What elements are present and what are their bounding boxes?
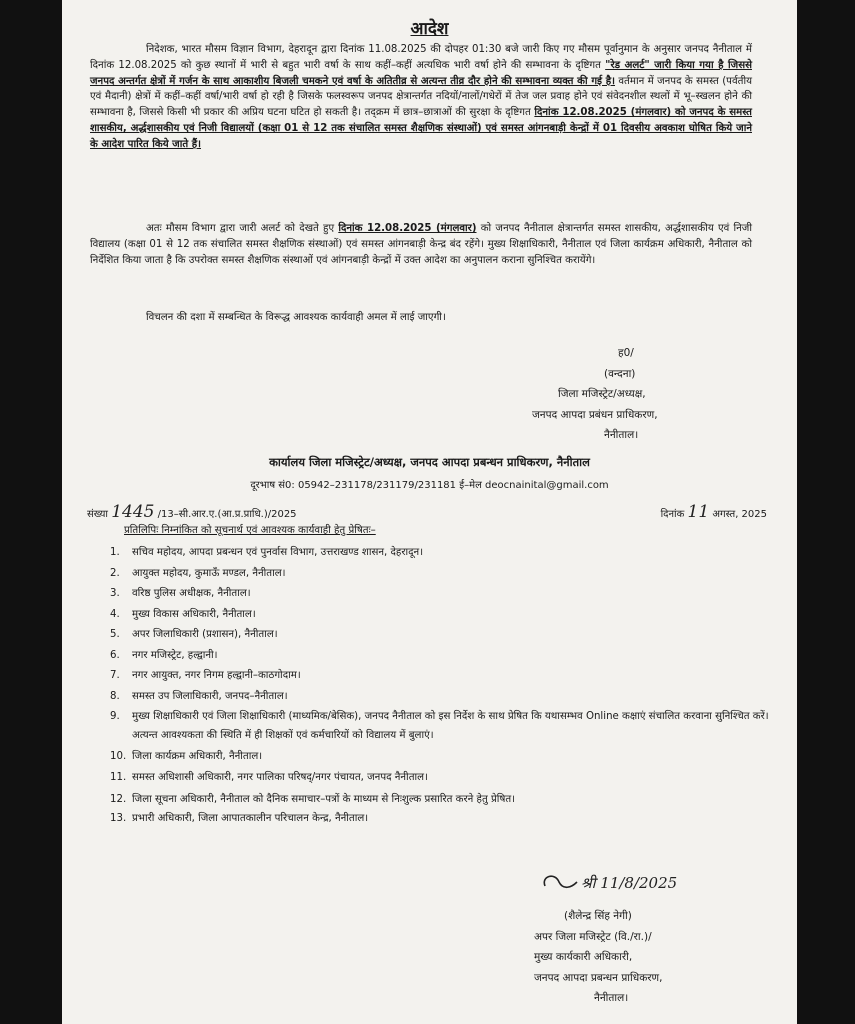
distribution-item-text: जिला कार्यक्रम अधिकारी, नैनीताल। (132, 751, 263, 762)
contact-line: दूरभाष सं0: 05942–231178/231179/231181 ई–मेल deocnainital@gmail.com (250, 480, 609, 491)
distribution-item-text: प्रभारी अधिकारी, जिला आपातकालीन परिचालन केन्द्र, नैनीताल। (132, 813, 369, 824)
distribution-item-number: 2. (110, 567, 120, 579)
distribution-item (110, 747, 774, 768)
distribution-list (110, 543, 774, 830)
distribution-item-text: आयुक्त महोदय, कुमाऊँ मण्डल, नैनीताल। (132, 567, 286, 579)
reference-number: 1445 (111, 502, 155, 522)
holiday-order-text: दिनांक 12.08.2025 (मंगलवार) को जनपद के समस्त शासकीय, अर्द्धशासकीय एवं निजी विद्यालयों (कक्षा 01 से 12 तक संचालित समस्त शैक्षणिक संस्थाओं) एवं समस्त आंगनबाड़ी केन्द्रों में 01 दिवसीय अवकाश घोषित किये जाने के आदेश पारित किये जाते हैं। (90, 107, 752, 150)
distribution-item-text: मुख्य शिक्षाधिकारी एवं जिला शिक्षाधिकारी (माध्यमिक/बेसिक), जनपद नैनीताल को इस निर्देश के साथ प्रेषित कि यथासम्भव Online कक्षाएं संचालित करवाना सुनिश्चित करें। अत्यन्त आवश्यकता की स्थिति में ही शिक्षकों एवं कर्मचारियों को विद्यालय में बुलाएं। (132, 711, 769, 741)
order-paragraph-3: विचलन की दशा में सम्बन्धित के विरूद्ध आवश्यक कार्यवाही अमल में लाई जाएगी। (146, 312, 446, 323)
distribution-item-text: अपर जिलाधिकारी (प्रशासन), नैनीताल। (132, 629, 278, 640)
distribution-item-number: 9. (110, 711, 120, 722)
distribution-item-text: जिला सूचना अधिकारी, नैनीताल को दैनिक समाचार–पत्रों के माध्यम से निःशुल्क प्रसारित करने हेतु प्रेषित। (132, 794, 515, 805)
handwritten-signature (537, 868, 737, 898)
distribution-item (110, 666, 774, 687)
distribution-item-text: नगर मजिस्ट्रेट, हल्द्वानी। (132, 649, 218, 661)
distribution-item-number: 11. (110, 771, 127, 783)
distribution-item-number: 12. (110, 794, 127, 805)
distribution-item-number: 3. (110, 588, 120, 599)
office-header: कार्यालय जिला मजिस्ट्रेट/अध्यक्ष, जनपद आपदा प्रबन्धन प्राधिकरण, नैनीताल (269, 455, 590, 469)
distribution-item-number: 13. (110, 813, 127, 824)
distribution-item-number: 7. (110, 670, 120, 681)
distribution-item-number: 8. (110, 690, 120, 702)
distribution-item (110, 790, 774, 809)
copy-to-line: प्रतिलिपिः निम्नांकित को सूचनार्थ एवं आवश्यक कार्यवाही हेतु प्रेषितः– (124, 525, 376, 536)
distribution-item (110, 564, 774, 585)
distribution-item-text: समस्त अधिशासी अधिकारी, नगर पालिका परिषद्/नगर पंचायत, जनपद नैनीताल। (132, 771, 428, 783)
distribution-item-number: 6. (110, 649, 120, 661)
distribution-item-number: 4. (110, 608, 120, 620)
signature-block-dm: ह0/ (वन्दना) जिला मजिस्ट्रेट/अध्यक्ष, जनपद आपदा प्रबंधन प्राधिकरण, नैनीताल। (532, 347, 658, 441)
signature-block-adm: (शैलेन्द्र सिंह नेगी) अपर जिला मजिस्ट्रेट (वि./रा.)/ मुख्य कार्यकारी अधिकारी, जनपद आपदा प्रबन्धन प्राधिकरण, नैनीताल। (534, 910, 663, 1004)
distribution-item (110, 625, 774, 646)
red-alert-text: "रेड अलर्ट" जारी किया गया है जिससे जनपद अन्तर्गत क्षेत्रों में गर्जन के साथ आकाशीय बिजली चमकने एवं वर्षा के अतितीव्र से अत्यन्त तीव्र दौर होने की सम्भावना व्यक्त की गई है। (90, 59, 752, 87)
reference-date: दिनांक 11 अगस्त, 2025 (660, 502, 767, 522)
signature-text: श्री 11/8/2025 (581, 874, 678, 892)
distribution-item (110, 707, 774, 745)
document-page (62, 0, 797, 1024)
distribution-item (110, 605, 774, 626)
distribution-item (110, 687, 774, 708)
document-title: आदेश (410, 19, 449, 39)
distribution-item (110, 584, 774, 605)
order-paragraph-2: अतः मौसम विभाग द्वारा जारी अलर्ट को देखते हुए दिनांक 12.08.2025 (मंगलवार) को जनपद नैनीताल क्षेत्रान्तर्गत समस्त शासकीय, अर्द्धशासकीय एवं निजी विद्यालय (कक्षा 01 से 12 तक संचालित समस्त शैक्षणिक संस्थाओं) एवं समस्त आंगनबाड़ी केन्द्र बंद रहेंगे। मुख्य शिक्षाधिकारी, नैनीताल एवं जिला कार्यक्रम अधिकारी, नैनीताल को निर्देशित किया जाता है कि उपरोक्त समस्त शैक्षणिक संस्थाओं एवं आंगनबाड़ी केन्द्रों में उक्त आदेश का अनुपालन कराना सुनिश्चित करायेंगे। (90, 223, 752, 266)
distribution-item-number: 1. (110, 547, 120, 558)
distribution-item-text: वरिष्ठ पुलिस अधीक्षक, नैनीताल। (132, 588, 251, 599)
distribution-item (110, 646, 774, 667)
distribution-item-number: 10. (110, 751, 127, 762)
distribution-item-number: 5. (110, 629, 120, 640)
closure-date-text: दिनांक 12.08.2025 (मंगलवार) (338, 223, 477, 234)
distribution-item-text: सचिव महोदय, आपदा प्रबन्धन एवं पुनर्वास विभाग, उत्तराखण्ड शासन, देहरादून। (132, 547, 424, 558)
distribution-item-text: समस्त उप जिलाधिकारी, जनपद–नैनीताल। (132, 690, 288, 702)
distribution-item-text: नगर आयुक्त, नगर निगम हल्द्वानी–काठगोदाम। (132, 670, 301, 681)
distribution-item-text: मुख्य विकास अधिकारी, नैनीताल। (132, 608, 256, 620)
reference-line: संख्या 1445 /13–सी.आर.ए.(आ.प्र.प्राधि.)/2025 दिनांक 11 अगस्त, 2025 (87, 502, 767, 522)
distribution-item (110, 768, 774, 789)
distribution-item (110, 809, 774, 830)
distribution-item (110, 543, 774, 564)
signature-stroke (544, 876, 577, 887)
order-paragraph-1: निदेशक, भारत मौसम विज्ञान विभाग, देहरादून द्वारा दिनांक 11.08.2025 की दोपहर 01:30 बजे जारी किए गए मौसम पूर्वानुमान के अनुसार जनपद नैनीताल में दिनांक 12.08.2025 को कुछ स्थानों में भारी से बहुत भारी वर्षा के साथ कहीं–कहीं अत्यधिक भारी वर्षा होने की सम्भावना के दृष्टिगत "रेड अलर्ट" जारी किया गया है जिससे जनपद अन्तर्गत क्षेत्रों में गर्जन के साथ आकाशीय बिजली चमकने एवं वर्षा के अतितीव्र से अत्यन्त तीव्र दौर होने की सम्भावना व्यक्त की गई है। वर्तमान में जनपद के समस्त (पर्वतीय एवं मैदानी) क्षेत्रों में कहीं–कहीं वर्षा/भारी वर्षा हो रही है जिसके फलस्वरूप जनपद क्षेत्रान्तर्गत नदियों/नालों/गधेरों में तेज जल प्रवाह होने एवं संवेदनशील स्थलों में भू–स्खलन होने की सम्भावना है, जिससे किसी भी प्रकार की अप्रिय घटना घटित हो सकती है। तद्क्रम में छात्र–छात्राओं की सुरक्षा के दृष्टिगत दिनांक 12.08.2025 (मंगलवार) को जनपद के समस्त शासकीय, अर्द्धशासकीय एवं निजी विद्यालयों (कक्षा 01 से 12 तक संचालित समस्त शैक्षणिक संस्थाओं) एवं समस्त आंगनबाड़ी केन्द्रों में 01 दिवसीय अवकाश घोषित किये जाने के आदेश पारित किये जाते हैं। (90, 44, 752, 150)
